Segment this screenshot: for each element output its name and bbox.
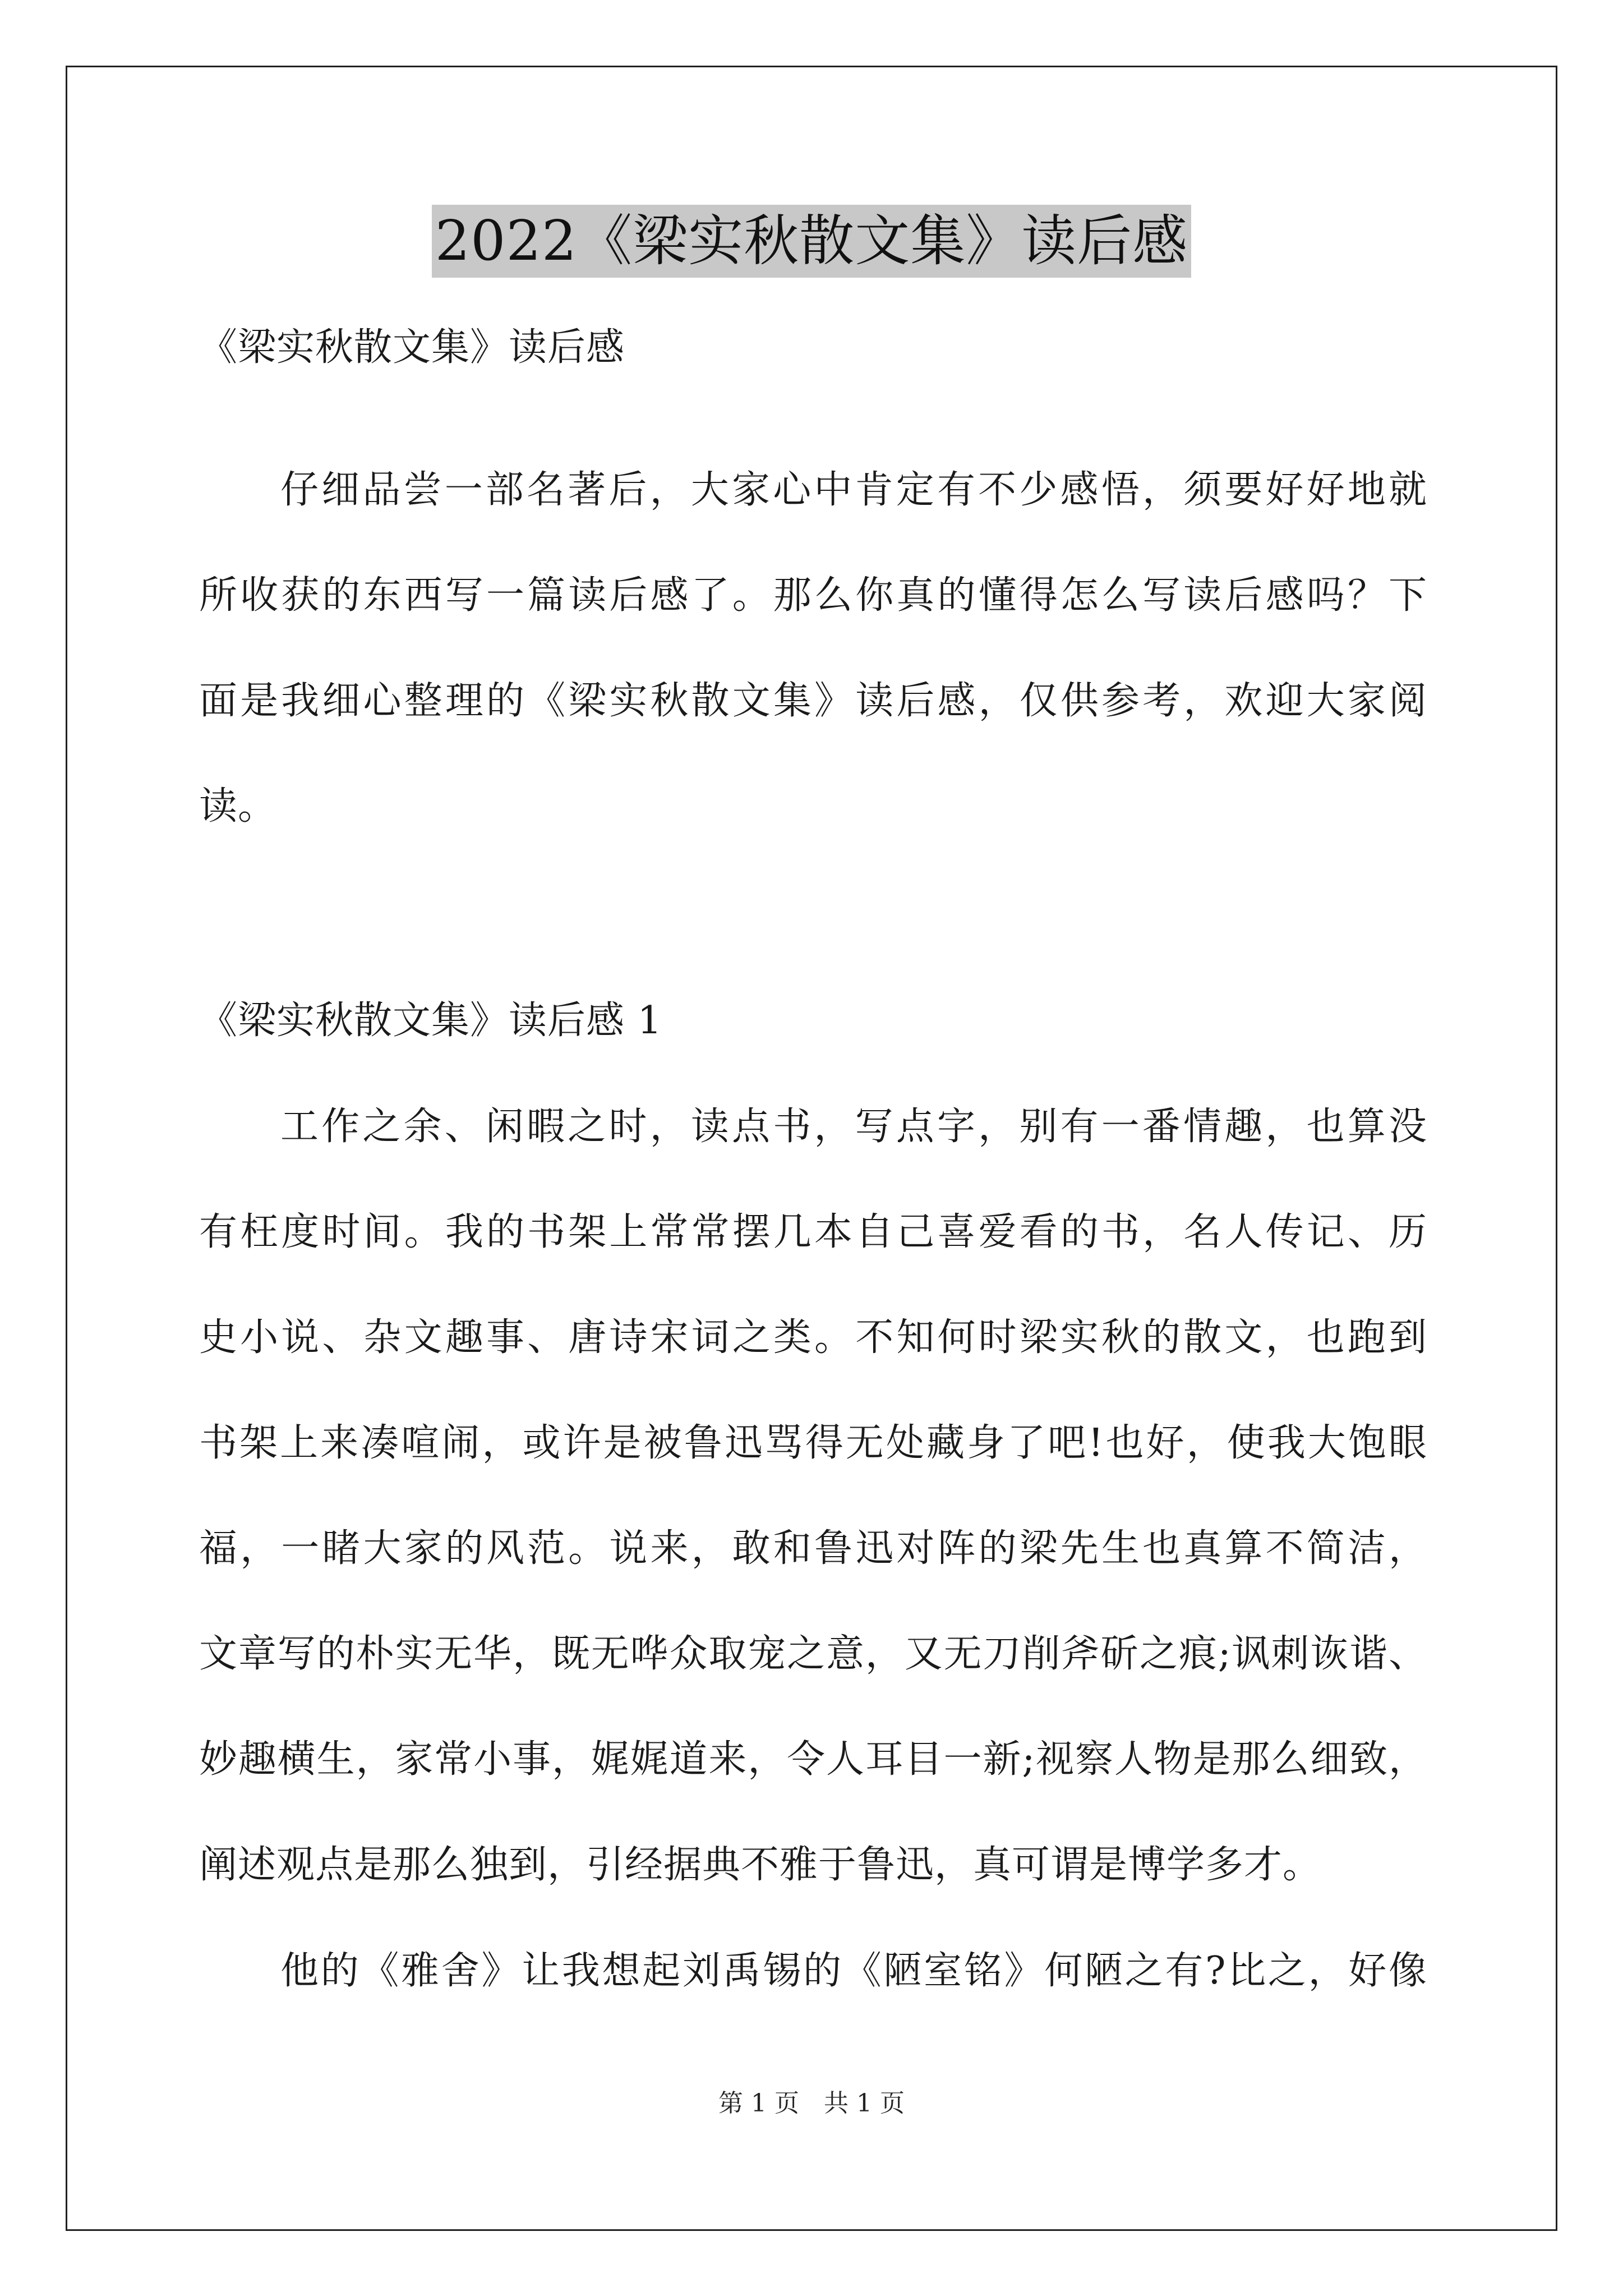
paragraph-line: 书架上来凑喧闹，或许是被鲁迅骂得无处藏身了吧!也好，使我大饱眼 bbox=[199, 1421, 1427, 1465]
paragraph-line: 阐述观点是那么独到，引经据典不雅于鲁迅，真可谓是博学多才。 bbox=[199, 1843, 1322, 1887]
section-heading: 《梁实秋散文集》读后感 1 bbox=[199, 999, 662, 1043]
title-container bbox=[0, 205, 1623, 278]
paragraph-line: 史小说、杂文趣事、唐诗宋词之类。不知何时梁实秋的散文，也跑到 bbox=[199, 1315, 1427, 1360]
paragraph-line: 有枉度时间。我的书架上常常摆几本自己喜爱看的书，名人传记、历 bbox=[199, 1210, 1427, 1254]
paragraph-line: 他的《雅舍》让我想起刘禹锡的《陋室铭》何陋之有?比之，好像 bbox=[280, 1949, 1427, 1993]
intro-line: 仔细品尝一部名著后，大家心中肯定有不少感悟，须要好好地就 bbox=[280, 468, 1427, 512]
intro-paragraph bbox=[199, 438, 1427, 859]
document-title: 2022《梁实秋散文集》读后感 bbox=[432, 205, 1191, 278]
paragraph-line: 文章写的朴实无华，既无哗众取宠之意，又无刀削斧斫之痕;讽刺诙谐、 bbox=[199, 1632, 1427, 1676]
page-footer: 第 1 页 共 1 页 bbox=[718, 2089, 905, 2118]
paragraph-line: 妙趣横生，家常小事，娓娓道来，令人耳目一新;视察人物是那么细致， bbox=[199, 1737, 1427, 1782]
intro-line: 读。 bbox=[199, 784, 277, 829]
intro-line: 所收获的东西写一篇读后感了。那么你真的懂得怎么写读后感吗？下 bbox=[199, 573, 1427, 618]
paragraph-line: 工作之余、闲暇之时，读点书，写点字，别有一番情趣，也算没 bbox=[280, 1105, 1427, 1149]
document-subtitle: 《梁实秋散文集》读后感 bbox=[199, 325, 625, 370]
paragraph-1 bbox=[199, 1074, 1427, 1918]
paragraph-2 bbox=[199, 1918, 1427, 2024]
intro-line: 面是我细心整理的《梁实秋散文集》读后感，仅供参考，欢迎大家阅 bbox=[199, 679, 1427, 723]
paragraph-line: 福，一睹大家的风范。说来，敢和鲁迅对阵的梁先生也真算不简洁， bbox=[199, 1526, 1427, 1571]
